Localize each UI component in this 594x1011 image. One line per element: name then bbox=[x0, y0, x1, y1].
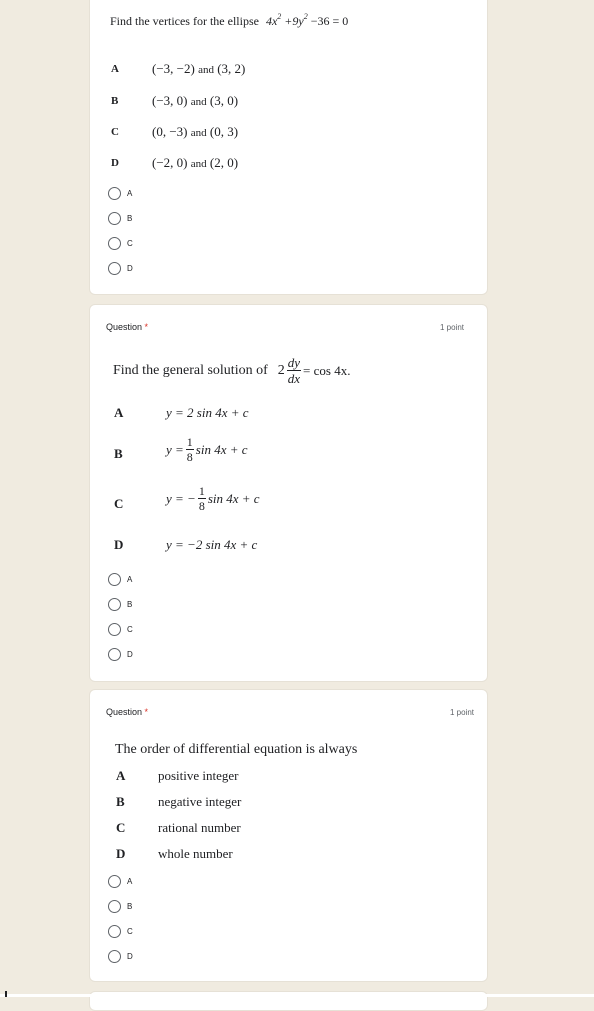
q1-a-p1: (−3, −2) bbox=[152, 61, 195, 76]
q3-option-a: positive integer bbox=[158, 768, 239, 783]
q2-option-letter-b: B bbox=[114, 446, 123, 461]
q3-label: Question bbox=[106, 707, 143, 717]
q3-header bbox=[106, 707, 148, 717]
q1-radio-c[interactable] bbox=[108, 236, 133, 250]
required-asterisk: * bbox=[144, 707, 149, 717]
q2-radio-c[interactable] bbox=[108, 622, 133, 636]
q2-option-d: y = −2 sin 4x + c bbox=[166, 537, 258, 552]
q2-derivative bbox=[287, 356, 301, 385]
q1-c-p1: (0, −3) bbox=[152, 124, 188, 139]
radio-circle[interactable] bbox=[108, 875, 121, 888]
radio-circle[interactable] bbox=[108, 950, 121, 963]
q1-eq-exp-b: 2 bbox=[303, 12, 308, 21]
q2-points: 1 point bbox=[440, 323, 465, 332]
q1-prompt-text: Find the vertices for the ellipse bbox=[110, 14, 259, 28]
q2-option-letter-a: A bbox=[114, 405, 124, 420]
q1-d-and: and bbox=[190, 158, 207, 170]
q2-b-fraction bbox=[186, 436, 194, 463]
q2-c-post: sin 4x + c bbox=[207, 490, 260, 506]
radio-circle[interactable] bbox=[108, 900, 121, 913]
radio-circle[interactable] bbox=[108, 237, 121, 250]
radio-circle[interactable] bbox=[108, 212, 121, 225]
q1-option-letter-c: C bbox=[111, 126, 119, 138]
q2-c-fraction bbox=[198, 485, 206, 512]
q1-option-d bbox=[152, 155, 238, 171]
q1-d-p1: (−2, 0) bbox=[152, 155, 188, 170]
radio-label: D bbox=[127, 649, 133, 659]
radio-label: B bbox=[127, 213, 133, 223]
q2-b-pre: y = bbox=[166, 441, 184, 457]
radio-circle[interactable] bbox=[108, 925, 121, 938]
radio-label: C bbox=[127, 926, 133, 936]
q1-eq-term-a: 4x bbox=[265, 14, 278, 28]
q2-prompt bbox=[113, 356, 350, 385]
q1-radio-d[interactable] bbox=[108, 261, 133, 275]
radio-label: A bbox=[127, 876, 133, 886]
q2-option-letter-d: D bbox=[114, 537, 124, 552]
q1-option-c bbox=[152, 124, 238, 140]
q2-coef: 2 bbox=[277, 362, 285, 378]
q2-option-c bbox=[166, 485, 260, 512]
q1-radio-b[interactable] bbox=[108, 211, 132, 225]
radio-circle[interactable] bbox=[108, 573, 121, 586]
q1-option-letter-b: B bbox=[111, 95, 119, 107]
q2-b-den: 8 bbox=[186, 450, 193, 464]
q2-radio-d[interactable] bbox=[108, 647, 133, 661]
q2-b-num: 1 bbox=[186, 435, 193, 449]
q3-option-letter-b: B bbox=[116, 794, 125, 809]
radio-circle[interactable] bbox=[108, 187, 121, 200]
q3-option-d: whole number bbox=[158, 846, 233, 861]
q3-points: 1 point bbox=[450, 708, 475, 717]
q2-option-b bbox=[166, 436, 248, 463]
q2-prompt-text: Find the general solution of bbox=[113, 362, 268, 378]
q1-c-and: and bbox=[190, 127, 207, 139]
q1-d-p2: (2, 0) bbox=[209, 155, 239, 170]
q3-option-letter-c: C bbox=[116, 820, 126, 835]
q2-radio-a[interactable] bbox=[108, 572, 132, 586]
q1-a-p2: (3, 2) bbox=[217, 61, 246, 76]
q1-eq-term-b: +9y bbox=[284, 14, 304, 28]
q2-dy: dy bbox=[287, 355, 301, 370]
q1-c-p2: (0, 3) bbox=[209, 124, 239, 139]
q1-eq-exp-a: 2 bbox=[277, 12, 282, 21]
q2-c-pre: y = − bbox=[166, 490, 196, 506]
q3-radio-b[interactable] bbox=[108, 899, 132, 913]
q2-b-post: sin 4x + c bbox=[195, 441, 248, 457]
q1-option-letter-d: D bbox=[111, 157, 119, 169]
radio-label: A bbox=[127, 188, 133, 198]
q3-option-letter-d: D bbox=[116, 846, 126, 861]
q2-rhs: = cos 4x. bbox=[303, 362, 351, 378]
q3-option-b: negative integer bbox=[158, 794, 242, 809]
q1-prompt bbox=[110, 12, 348, 29]
question-card-3 bbox=[89, 689, 488, 982]
q1-radio-a[interactable] bbox=[108, 186, 132, 200]
q3-radio-a[interactable] bbox=[108, 874, 132, 888]
q1-b-p1: (−3, 0) bbox=[152, 93, 188, 108]
q2-c-den: 8 bbox=[198, 499, 205, 513]
radio-label: D bbox=[127, 951, 133, 961]
q1-equation bbox=[266, 14, 348, 28]
radio-label: A bbox=[127, 574, 133, 584]
q1-option-a bbox=[152, 61, 245, 77]
radio-label: B bbox=[127, 599, 133, 609]
radio-circle[interactable] bbox=[108, 598, 121, 611]
question-card-1 bbox=[89, 0, 488, 295]
q1-a-and: and bbox=[198, 64, 214, 76]
radio-label: B bbox=[127, 901, 133, 911]
radio-circle[interactable] bbox=[108, 262, 121, 275]
q2-option-a: y = 2 sin 4x + c bbox=[166, 405, 249, 420]
q3-radio-c[interactable] bbox=[108, 924, 133, 938]
q3-prompt: The order of differential equation is always bbox=[115, 742, 358, 757]
scroll-indicator bbox=[5, 991, 7, 997]
q3-option-letter-a: A bbox=[116, 768, 126, 783]
radio-circle[interactable] bbox=[108, 648, 121, 661]
q2-header bbox=[106, 322, 148, 332]
q1-option-letter-a: A bbox=[111, 63, 119, 75]
q2-radio-b[interactable] bbox=[108, 597, 132, 611]
radio-label: D bbox=[127, 263, 133, 273]
radio-label: C bbox=[127, 238, 133, 248]
q1-option-b bbox=[152, 93, 238, 109]
q1-b-and: and bbox=[190, 96, 207, 108]
q2-label: Question bbox=[106, 322, 143, 332]
q1-b-p2: (3, 0) bbox=[209, 93, 239, 108]
radio-circle[interactable] bbox=[108, 623, 121, 636]
radio-label: C bbox=[127, 624, 133, 634]
q2-c-num: 1 bbox=[198, 484, 205, 498]
required-asterisk: * bbox=[144, 322, 149, 332]
q2-dx: dx bbox=[287, 371, 301, 386]
q3-radio-d[interactable] bbox=[108, 949, 133, 963]
q2-option-letter-c: C bbox=[114, 496, 124, 511]
q1-eq-term-c: −36 = 0 bbox=[310, 14, 349, 28]
q3-option-c: rational number bbox=[158, 820, 241, 835]
